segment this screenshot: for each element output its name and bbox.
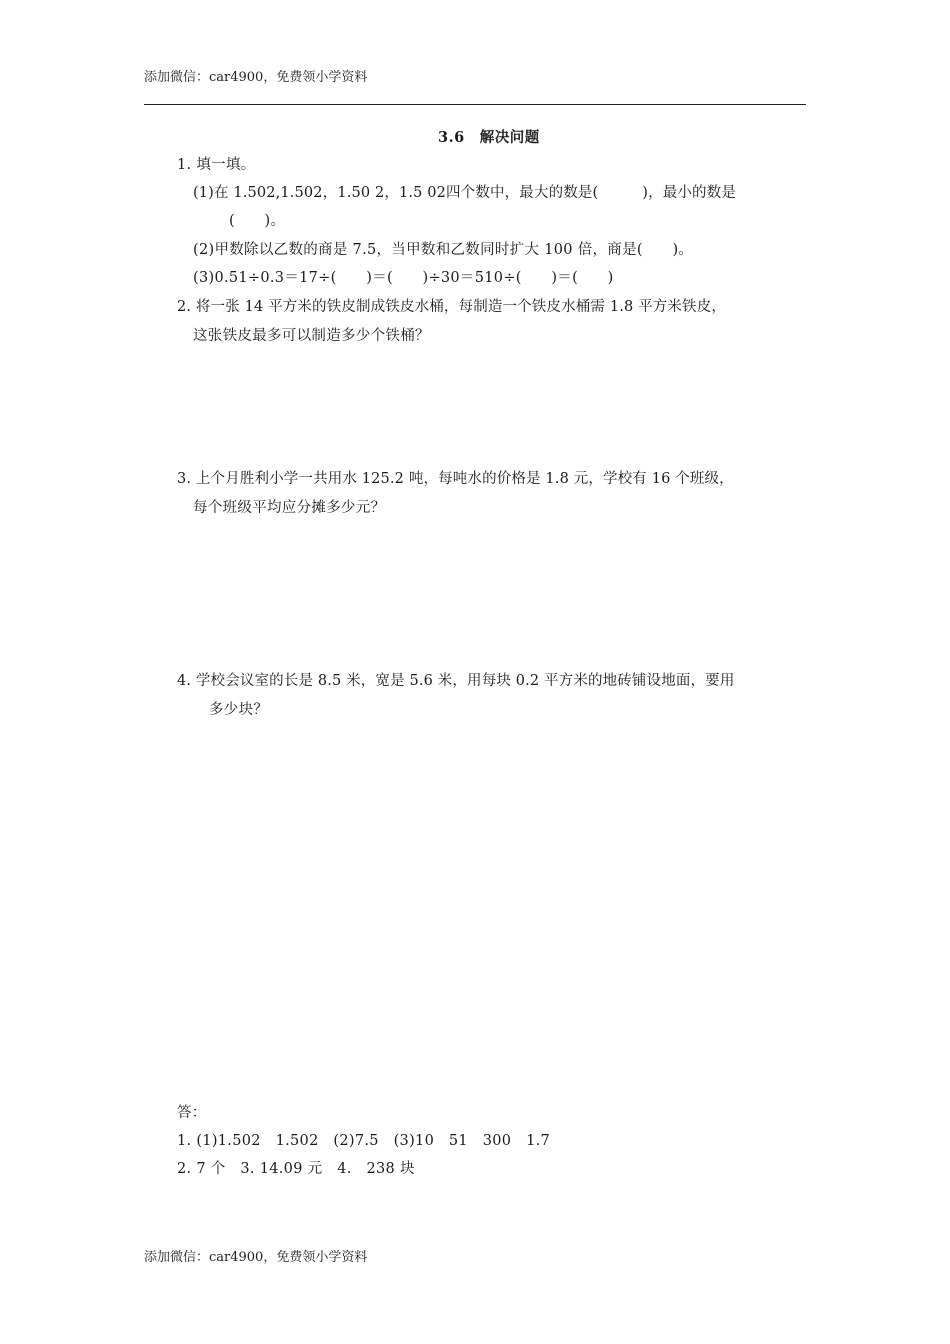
answers-label: 答： (177, 1105, 207, 1121)
q4-line2: 多少块？ (209, 702, 269, 718)
q2-line1: 2. 将一张 14 平方米的铁皮制成铁皮水桶，每制造一个铁皮水桶需 1.8 平方米铁皮， (177, 299, 726, 315)
q3-line2: 每个班级平均应分摊多少元？ (193, 500, 386, 516)
page-title: 3.6 解决问题 (438, 129, 540, 146)
answers-line2: 2. 7 个 3. 14.09 元 4. 238 块 (177, 1161, 415, 1177)
q1-heading: 1. 填一填。 (177, 157, 256, 173)
header-note: 添加微信：car4900，免费领小学资料 (144, 70, 368, 85)
answers-line1: 1. (1)1.502 1.502 (2)7.5 (3)10 51 300 1.7 (177, 1133, 551, 1149)
header-rule (144, 104, 806, 105)
q4-line1: 4. 学校会议室的长是 8.5 米，宽是 5.6 米，用每块 0.2 平方米的地砖铺设地面，要用 (177, 673, 735, 689)
q1-part1-line2: ( )。 (229, 213, 286, 229)
q1-part2: (2)甲数除以乙数的商是 7.5，当甲数和乙数同时扩大 100 倍，商是( )。 (193, 242, 694, 258)
q3-line1: 3. 上个月胜利小学一共用水 125.2 吨，每吨水的价格是 1.8 元，学校有 16 个班级， (177, 471, 734, 487)
q1-part3: (3)0.51÷0.3＝17÷( )＝( )÷30＝510÷( )＝( ) (193, 270, 614, 286)
q1-part1-line1: (1)在 1.502,1.502，1.50 2，1.5 02四个数中，最大的数是( )，最小的数是 (193, 185, 736, 201)
footer-note: 添加微信：car4900，免费领小学资料 (144, 1250, 368, 1265)
q2-line2: 这张铁皮最多可以制造多少个铁桶？ (193, 328, 430, 344)
